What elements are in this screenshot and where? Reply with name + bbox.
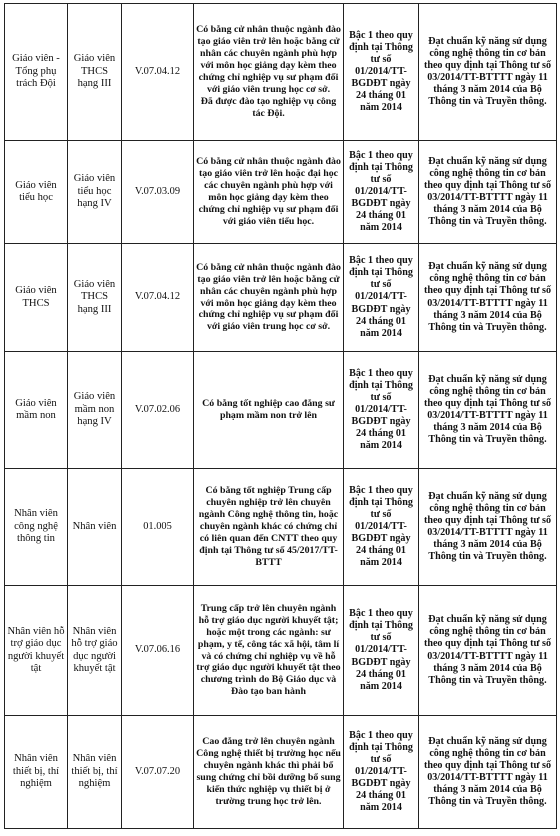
- table-row: [5, 469, 557, 586]
- qualification-text: Có bằng cử nhân thuộc ngành đào tạo giáo viên trở lên hoặc đại học các chuyên ngành phù hợp với môn học giảng dạy kèm theo chứng chỉ nghiệp vụ sư phạm đối với giáo viên tiểu học.: [196, 156, 341, 227]
- rank-cell: Giáo viên THCS hạng III: [68, 4, 122, 141]
- qualification-text: Trung cấp trở lên chuyên ngành hỗ trợ giáo dục người khuyết tật; hoặc một trong các ngành: sư phạm, y tế, công tác xã hội, tâm lí và có chứng chỉ nghiệp vụ về hỗ trợ giáo dục người khuyết tật theo chương trình do Bộ Giáo dục và Đào tạo ban hành: [196, 602, 341, 698]
- qualification-cell: [194, 244, 344, 352]
- code-cell: 01.005: [122, 469, 194, 586]
- it-skill-cell: Đạt chuẩn kỹ năng sử dụng công nghệ thông tin cơ bản theo quy định tại Thông tư số 03/2014/TT-BTTTT ngày 11 tháng 3 năm 2014 của Bộ Thông tin và Truyền thông.: [419, 244, 557, 352]
- table-row: [5, 244, 557, 352]
- it-skill-cell: Đạt chuẩn kỹ năng sử dụng công nghệ thông tin cơ bản theo quy định tại Thông tư số 03/2014/TT-BTTTT ngày 11 tháng 3 năm 2014 của Bộ Thông tin và Truyền thông.: [419, 716, 557, 829]
- table-row: [5, 586, 557, 716]
- table-row: [5, 4, 557, 141]
- qualification-text: Có bằng tốt nghiệp cao đẳng sư phạm mầm non trở lên: [202, 398, 335, 421]
- it-skill-cell: Đạt chuẩn kỹ năng sử dụng công nghệ thông tin cơ bản theo quy định tại Thông tư số 03/2014/TT-BTTTT ngày 11 tháng 3 năm 2014 của Bộ Thông tin và Truyền thông.: [419, 469, 557, 586]
- it-skill-cell: Đạt chuẩn kỹ năng sử dụng công nghệ thông tin cơ bản theo quy định tại Thông tư số 03/2014/TT-BTTTT ngày 11 tháng 3 năm 2014 của Bộ Thông tin và Truyền thông.: [419, 586, 557, 716]
- qualification-cell: [194, 586, 344, 716]
- code-cell: V.07.06.16: [122, 586, 194, 716]
- qualification-cell: [194, 4, 344, 141]
- pay-grade-cell: Bậc 1 theo quy định tại Thông tư số 01/2014/TT-BGDĐT ngày 24 tháng 01 năm 2014: [344, 586, 419, 716]
- code-cell: V.07.07.20: [122, 716, 194, 829]
- position-cell: Giáo viên - Tổng phụ trách Đội: [5, 4, 68, 141]
- position-cell: Nhân viên hỗ trợ giáo dục người khuyết tật: [5, 586, 68, 716]
- position-cell: Nhân viên thiết bị, thí nghiệm: [5, 716, 68, 829]
- qualification-cell: [194, 716, 344, 829]
- position-cell: Nhân viên công nghệ thông tin: [5, 469, 68, 586]
- position-cell: Giáo viên mầm non: [5, 352, 68, 469]
- pay-grade-cell: Bậc 1 theo quy định tại Thông tư số 01/2014/TT-BGDĐT ngày 24 tháng 01 năm 2014: [344, 352, 419, 469]
- qualification-cell: [194, 469, 344, 586]
- qualification-text: Có bằng tốt nghiệp Trung cấp chuyên nghiệp trở lên chuyên ngành Công nghệ thông tin, hoặc chuyên ngành khác có chứng chỉ có liên quan đến CNTT theo quy định tại Thông tư số 45/2017/TT-BTTT: [198, 485, 339, 568]
- pay-grade-cell: Bậc 1 theo quy định tại Thông tư số 01/2014/TT-BGDĐT ngày 24 tháng 01 năm 2014: [344, 469, 419, 586]
- pay-grade-cell: Bậc 1 theo quy định tại Thông tư số 01/2014/TT-BGDĐT ngày 24 tháng 01 năm 2014: [344, 716, 419, 829]
- rank-cell: Giáo viên mầm non hạng IV: [68, 352, 122, 469]
- pay-grade-cell: Bậc 1 theo quy định tại Thông tư số 01/2014/TT-BGDĐT ngày 24 tháng 01 năm 2014: [344, 244, 419, 352]
- it-skill-cell: Đạt chuẩn kỹ năng sử dụng công nghệ thông tin cơ bản theo quy định tại Thông tư số 03/2014/TT-BTTTT ngày 11 tháng 3 năm 2014 của Bộ Thông tin và Truyền thông.: [419, 352, 557, 469]
- it-skill-cell: Đạt chuẩn kỹ năng sử dụng công nghệ thông tin cơ bản theo quy định tại Thông tư số 03/2014/TT-BTTTT ngày 11 tháng 3 năm 2014 của Bộ Thông tin và Truyền thông.: [419, 4, 557, 141]
- it-skill-cell: Đạt chuẩn kỹ năng sử dụng công nghệ thông tin cơ bản theo quy định tại Thông tư số 03/2014/TT-BTTTT ngày 11 tháng 3 năm 2014 của Bộ Thông tin và Truyền thông.: [419, 141, 557, 244]
- qualification-text: Đã được đào tạo nghiệp vụ công tác Đội.: [200, 95, 337, 119]
- rank-cell: Nhân viên thiết bị, thí nghiệm: [68, 716, 122, 829]
- qualification-text: Có bằng cử nhân thuộc ngành đào tạo giáo viên trở lên hoặc bằng cử nhân các chuyên ngành phù hợp với môn học giảng dạy kèm theo chứng chỉ nghiệp vụ sư phạm đối với giáo viên trung học cơ sở.: [196, 24, 341, 95]
- pay-grade-cell: Bậc 1 theo quy định tại Thông tư số 01/2014/TT-BGDĐT ngày 24 tháng 01 năm 2014: [344, 141, 419, 244]
- rank-cell: Giáo viên tiểu học hạng IV: [68, 141, 122, 244]
- qualification-cell: [194, 352, 344, 469]
- pay-grade-cell: Bậc 1 theo quy định tại Thông tư số 01/2014/TT-BGDĐT ngày 24 tháng 01 năm 2014: [344, 4, 419, 141]
- code-cell: V.07.03.09: [122, 141, 194, 244]
- document-page: [4, 3, 556, 830]
- rank-cell: Nhân viên hỗ trợ giáo dục người khuyết tật: [68, 586, 122, 716]
- position-cell: Giáo viên THCS: [5, 244, 68, 352]
- table-row: [5, 352, 557, 469]
- rank-cell: Nhân viên: [68, 469, 122, 586]
- code-cell: V.07.02.06: [122, 352, 194, 469]
- qualification-cell: [194, 141, 344, 244]
- rank-cell: Giáo viên THCS hạng III: [68, 244, 122, 352]
- table-row: [5, 716, 557, 829]
- qualification-text: Cao đẳng trở lên chuyên ngành Công nghệ thiết bị trường học nếu chuyên ngành khác thì phải bổ sung chứng chỉ bồi dưỡng bổ sung kiến thức nghiệp vụ thiết bị ở trường trung học trở lên.: [196, 736, 341, 807]
- position-cell: Giáo viên tiểu học: [5, 141, 68, 244]
- code-cell: V.07.04.12: [122, 4, 194, 141]
- staff-standards-table: [4, 3, 557, 829]
- table-row: [5, 141, 557, 244]
- qualification-text: Có bằng cử nhân thuộc ngành đào tạo giáo viên trở lên hoặc bằng cử nhân các chuyên ngành phù hợp với môn học giảng dạy kèm theo chứng chỉ nghiệp vụ sư phạm đối với giáo viên trung học cơ sở.: [196, 261, 341, 333]
- code-cell: V.07.04.12: [122, 244, 194, 352]
